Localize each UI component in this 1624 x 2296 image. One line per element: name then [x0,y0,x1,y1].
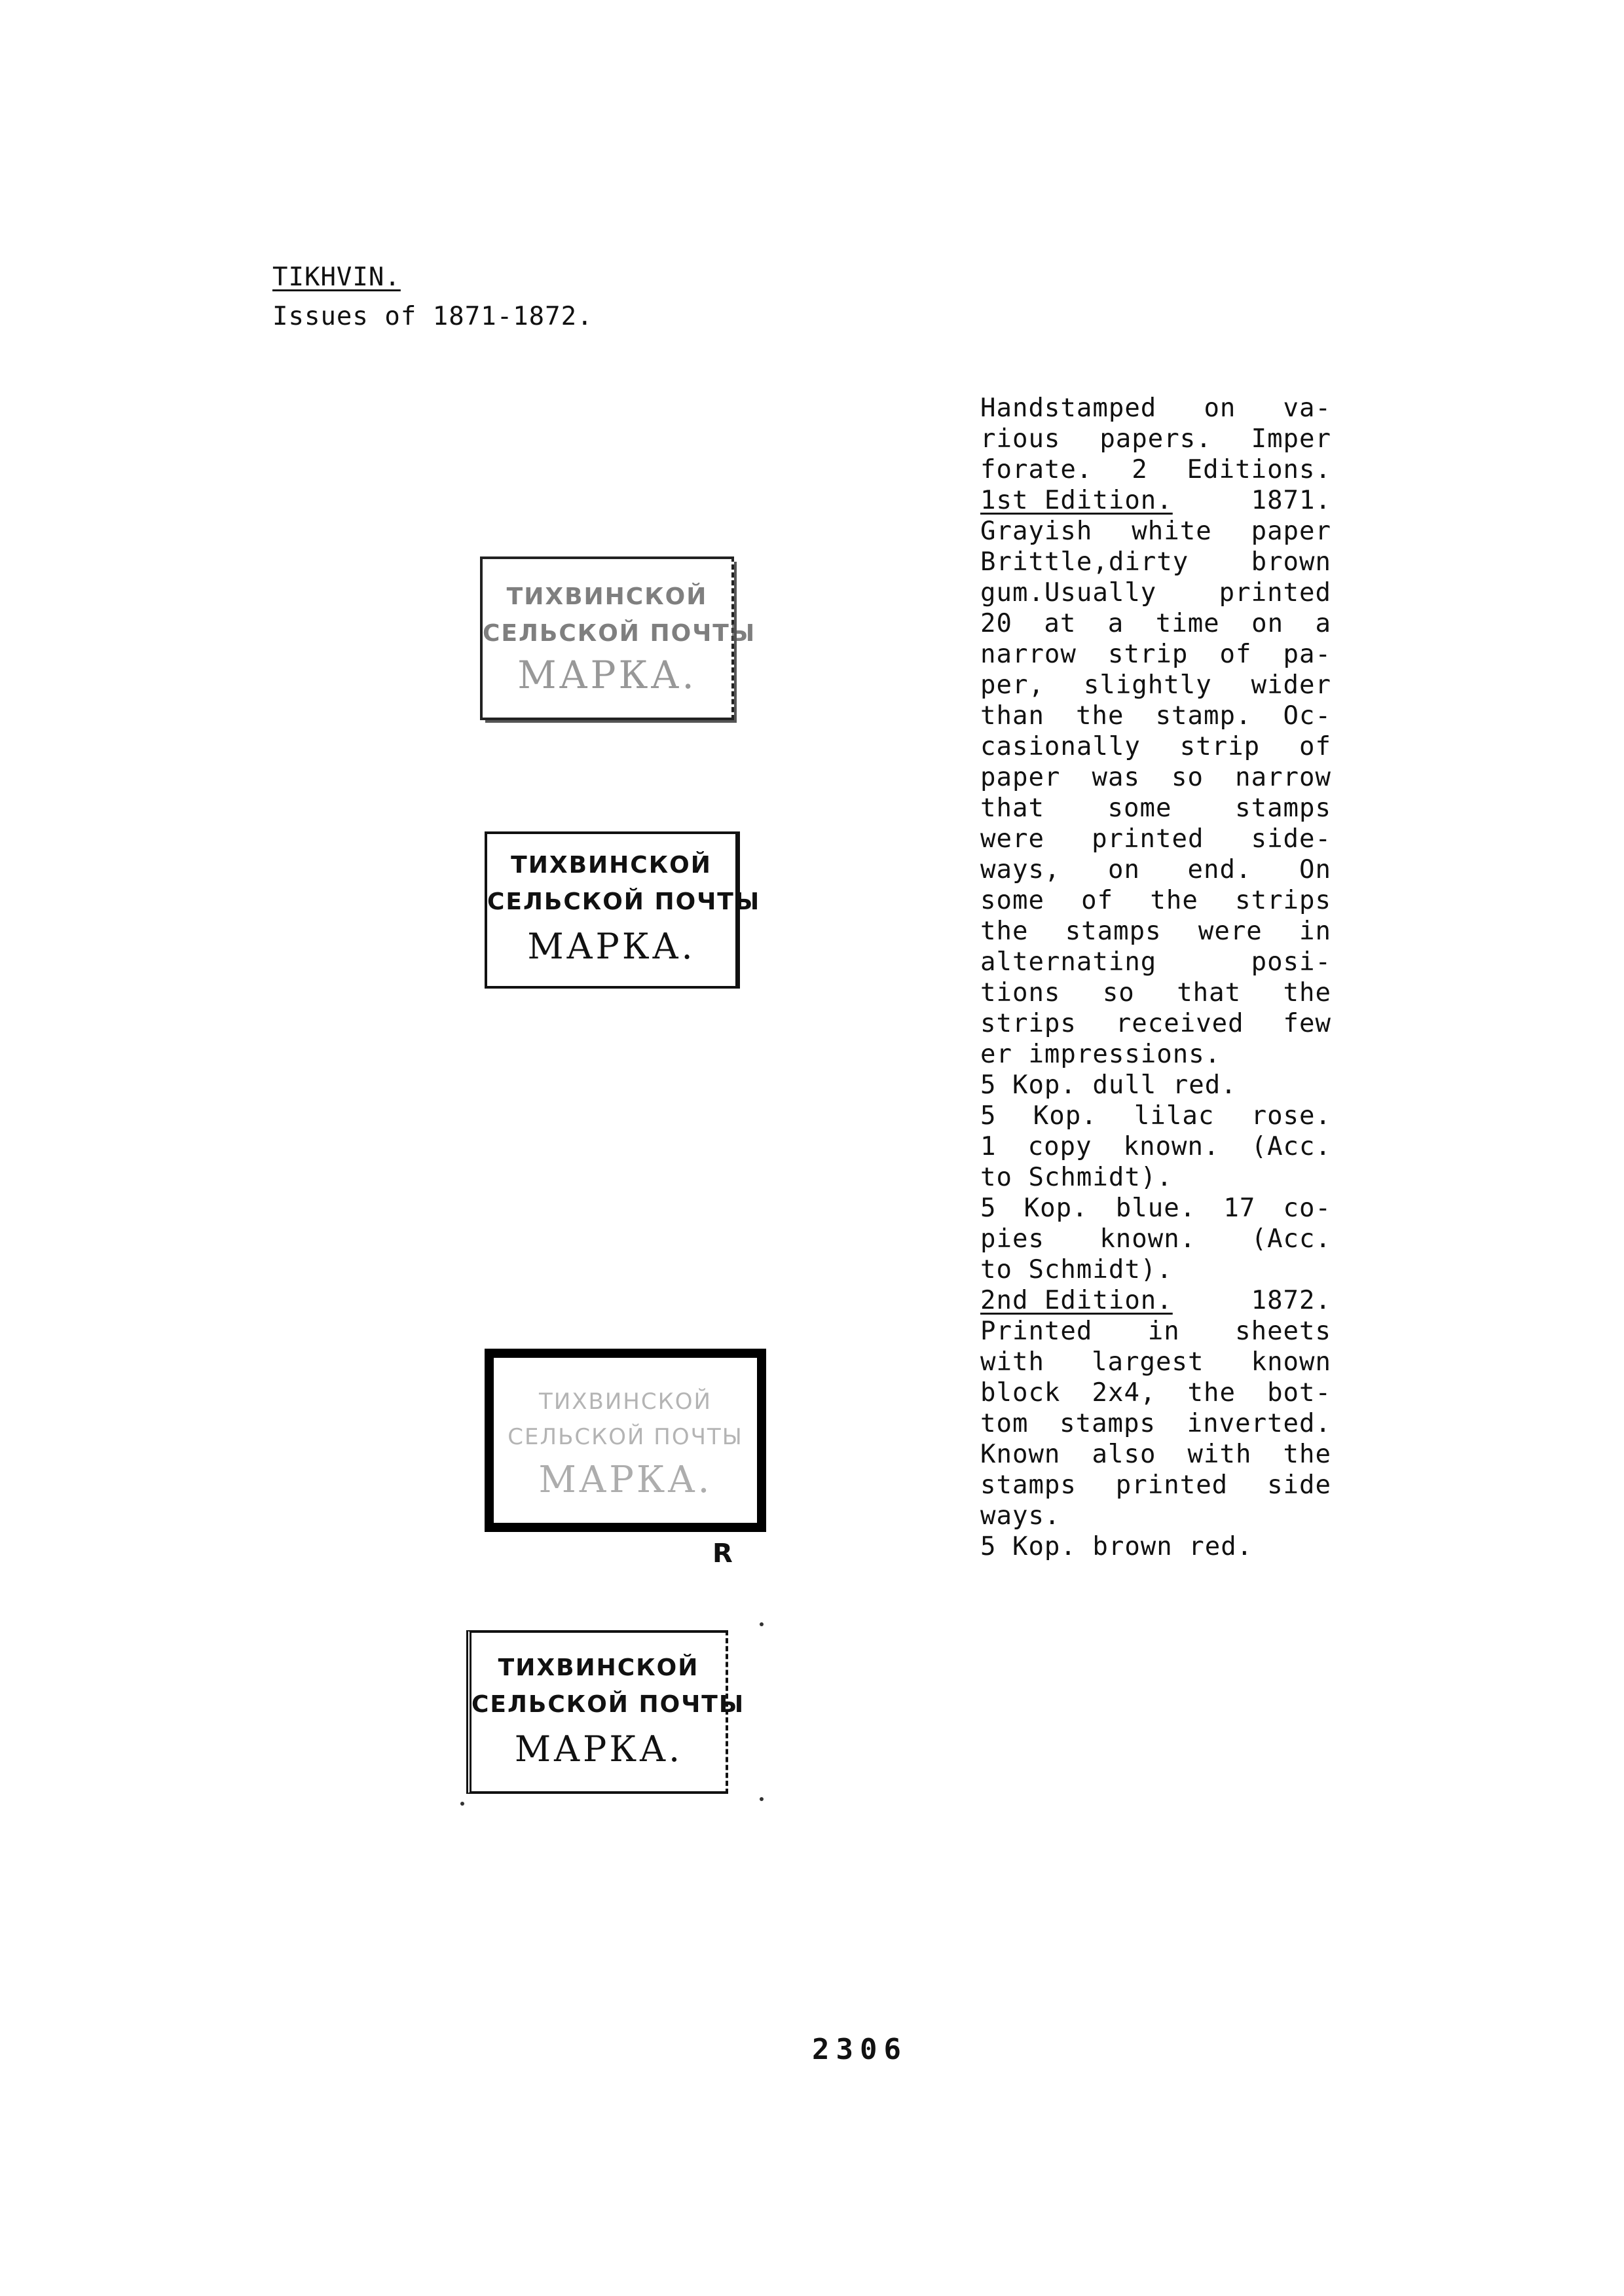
edition-heading: 1st Edition. [980,486,1173,515]
stamp-line: СЕЛЬСКОЙ ПОЧТЫ [487,888,761,915]
description-line: the stamps were in [980,917,1331,946]
description-line: tions so that the [980,978,1331,1008]
description-column [980,393,1331,1562]
description-line: forate. 2 Editions. [980,455,1331,484]
description-line: stamps printed side [980,1470,1331,1500]
stamp-value-line: МАРКА. [538,1459,712,1501]
edition-year: 1871. [1251,486,1331,515]
stamp-line: ТИХВИНСКОЙ [511,852,712,879]
stamp-value-line: МАРКА. [527,926,695,967]
description-line: 20 at a time on a [980,609,1331,638]
stamp-image [485,831,761,989]
stamp-line: ТИХВИНСКОЙ [506,583,708,610]
description-line: er impressions. [980,1040,1221,1069]
description-line: ways, on end. On [980,855,1331,884]
description-line: than the stamp. Oc- [980,701,1331,731]
description-line: Known also with the [980,1440,1331,1469]
description-line [980,485,1331,516]
description-line: Brittle,dirty brown [980,547,1331,577]
stamp-line: ТИХВИНСКОЙ [498,1654,699,1681]
description-line: tom stamps inverted. [980,1409,1331,1438]
description-line: 1 copy known. (Acc. [980,1132,1331,1161]
stamp-value-line: МАРКА. [514,1728,683,1770]
description-line: gum.Usually printed [980,578,1331,608]
description-line: with largest known [980,1347,1331,1377]
stamp-line: СЕЛЬСКОЙ ПОЧТЫ [471,1691,745,1718]
description-line: casionally strip of [980,732,1331,761]
description-line: strips received few [980,1009,1331,1038]
stamp-value-line: МАРКА. [517,653,697,697]
page-subtitle: Issues of 1871-1872. [272,302,593,331]
description-line: narrow strip of pa- [980,640,1331,669]
description-line: Printed in sheets [980,1317,1331,1346]
description-line: alternating posi- [980,947,1331,977]
print-speck [460,1802,464,1806]
description-line: pies known. (Acc. [980,1224,1331,1254]
description-line: to Schmidt). [980,1255,1173,1285]
page-title: TIKHVIN. [272,263,401,292]
description-line: were printed side- [980,824,1331,854]
description-line: block 2x4, the bot- [980,1378,1331,1408]
description-line: 5 Kop. lilac rose. [980,1101,1331,1131]
description-line: Handstamped on va- [980,393,1331,423]
stamp-line: СЕЛЬСКОЙ ПОЧТЫ [483,620,756,647]
description-line: 5 Kop. brown red. [980,1532,1253,1561]
description-line: that some stamps [980,793,1331,823]
stamp-line: СЕЛЬСКОЙ ПОЧТЫ [507,1424,743,1450]
print-speck [760,1622,764,1626]
description-line: 5 Kop. blue. 17 co- [980,1194,1331,1223]
description-line: some of the strips [980,886,1331,915]
print-speck [760,1797,764,1801]
description-line: per, slightly wider [980,670,1331,700]
description-line: to Schmidt). [980,1163,1173,1192]
stamp-label: R [712,1539,733,1569]
description-line: rious papers. Imper [980,424,1331,454]
stamp-image [485,1349,766,1532]
stamp-image [480,556,756,720]
description-line: ways. [980,1501,1061,1531]
description-line: 5 Kop. dull red. [980,1070,1237,1100]
page-number: 2306 [812,2033,908,2066]
stamp-image [466,1630,745,1794]
description-line: paper was so narrow [980,763,1331,792]
edition-heading: 2nd Edition. [980,1286,1173,1315]
description-line [980,1285,1331,1316]
edition-year: 1872. [1251,1286,1331,1315]
description-line: Grayish white paper [980,517,1331,546]
stamp-line: ТИХВИНСКОЙ [539,1389,712,1415]
